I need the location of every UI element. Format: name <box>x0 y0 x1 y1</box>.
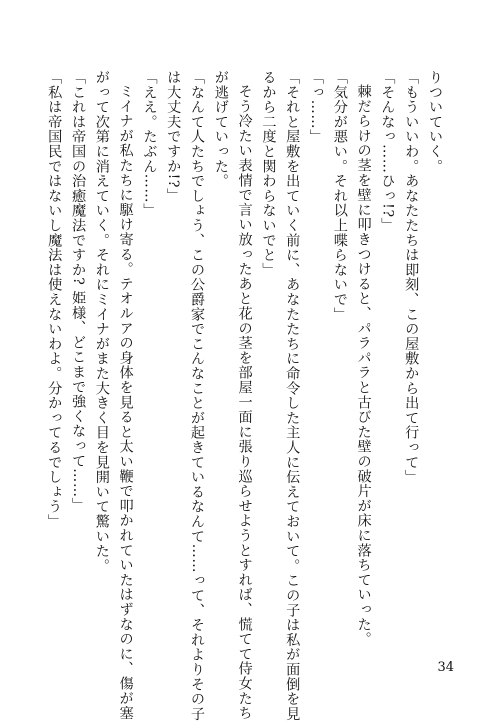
text-line: が逃げていった。 <box>212 70 229 189</box>
text-line: 「なんて人たちでしょう、この公爵家でこんなことが起きているなんて……って、それよりその子 <box>189 70 206 721</box>
text-line: るから二度と関わらないでと」 <box>260 70 277 278</box>
text-line: 「これは帝国の治癒魔法ですか? 姫様、どこまで強くなって……」 <box>70 70 87 513</box>
text-line: 「私は帝国民ではないし魔法は使えないわよ。分かってるでしょう」 <box>46 70 63 529</box>
text-line: 「それと屋敷を出ていく前に、あなたたちに命令した主人に伝えておいて。この子は私が面倒を見 <box>284 70 301 721</box>
text-line: 「もういいわ。あなたたちは即刻、この屋敷から出て行って」 <box>403 70 420 485</box>
text-line: 「ええ。たぶん……」 <box>141 70 158 218</box>
text-line: そう冷たい表情で言い放ったあと花の茎を部屋一面に張り巡らせようとすれば、慌てて侍女たち <box>236 84 253 721</box>
page-number: 34 <box>437 660 454 675</box>
text-line: りついていく。 <box>427 70 443 174</box>
text-line: がって次第に消えていく。それにミイナがまた大きく目を見開いて驚いた。 <box>93 70 110 574</box>
text-line: 「気分が悪い。それ以上喋らないで」 <box>331 70 348 322</box>
text-line: 「っ……」 <box>308 70 325 144</box>
text-line: 棘だらけの茎を壁に叩きつけると、パラパラと古びた壁の破片が床に落ちていった。 <box>355 84 372 647</box>
text-line: ミイナが私たちに駆け寄る。テオルアの身体を見ると太い鞭で叩かれていたはずなのに、傷が塞 <box>117 84 134 721</box>
text-line: は大丈夫ですか!?」 <box>165 70 182 203</box>
text-line: 「そんなっ……ひっ!?」 <box>379 70 396 233</box>
